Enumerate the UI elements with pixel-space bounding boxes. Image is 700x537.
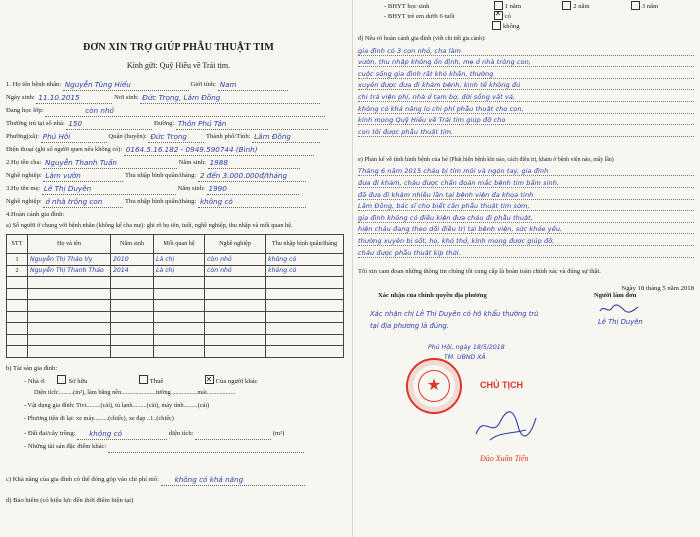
table-cell[interactable]: còn nhỏ <box>205 254 266 266</box>
handwritten-text: xuyên được đưa đi khám bệnh, kinh tế không đủ <box>358 81 521 90</box>
column-divider <box>352 0 353 537</box>
handwritten-text: không có khả năng lo chi phí phẫu thuật cho con, <box>358 104 524 113</box>
mother-name-field[interactable]: Lê Thị Duyên <box>42 184 176 195</box>
commitment-text: Tôi xin cam đoan những thông tin chúng tôi cung cấp là hoàn toàn chính xác và đúng sự thật. <box>358 267 601 275</box>
star-icon: ★ <box>418 370 450 402</box>
table-cell[interactable] <box>7 311 28 323</box>
contribution-field[interactable]: không có khả năng <box>161 475 305 486</box>
school-row: Đang học lớp: còn nhỏ <box>6 104 351 117</box>
father-name-field[interactable]: Nguyễn Thanh Tuấn <box>43 158 177 169</box>
ward-row: Phường(xã): Phú Hội Quận (huyện): Đức Trọng Thành phố/Tỉnh: Lâm Đồng <box>6 130 351 143</box>
assets-heading: b) Tài sản gia đình: <box>6 364 58 372</box>
table-row <box>7 334 344 346</box>
table-cell[interactable] <box>154 288 205 300</box>
table-cell[interactable] <box>266 277 344 289</box>
table-cell[interactable]: Là chị <box>154 254 205 266</box>
confirmation-text-2: tại địa phương là đúng. <box>370 321 449 330</box>
handwritten-text: cháu được phẫu thuật kịp thời. <box>358 248 461 257</box>
table-cell[interactable] <box>266 300 344 312</box>
table-row <box>7 311 344 323</box>
mother-job-field[interactable]: ở nhà trông con <box>43 197 123 208</box>
land-field[interactable]: không có <box>77 429 167 440</box>
table-cell[interactable]: 2010 <box>111 254 154 266</box>
col-job: Nghề nghiệp <box>205 235 266 254</box>
col-name: Họ và tên <box>28 235 111 254</box>
ward-field[interactable]: Phú Hội <box>41 132 107 143</box>
table-cell[interactable] <box>7 288 28 300</box>
handwritten-line[interactable] <box>358 234 694 246</box>
handwritten-line[interactable] <box>358 90 694 102</box>
patient-sex-field[interactable]: Nam <box>218 80 288 91</box>
table-cell[interactable] <box>205 346 266 358</box>
house-area-row: Diện tích:.........(m²), làm bằng nền......................tường.................mái.................. <box>34 388 236 396</box>
handwritten-line[interactable] <box>358 114 694 126</box>
handwritten-line[interactable] <box>358 165 694 177</box>
right-column <box>358 2 694 534</box>
housing-row: - Nhà ở: Sở hữu Thuê ✕ Của người khác <box>6 375 351 388</box>
table-cell[interactable] <box>266 288 344 300</box>
table-cell[interactable] <box>28 288 111 300</box>
handwritten-line[interactable] <box>358 223 694 235</box>
mother-name-row: 3.Họ tên mẹ: Lê Thị Duyên Năm sinh: 1990 <box>6 182 351 195</box>
handwritten-line[interactable] <box>358 125 694 137</box>
table-cell[interactable] <box>154 323 205 335</box>
handwritten-line[interactable] <box>358 176 694 188</box>
housing-own-checkbox[interactable] <box>57 375 66 384</box>
chairman-title: CHỦ TỊCH <box>480 379 523 390</box>
table-cell[interactable] <box>205 288 266 300</box>
table-cell[interactable] <box>154 277 205 289</box>
table-row <box>7 288 344 300</box>
handwritten-line[interactable] <box>358 44 694 56</box>
father-job-row: Nghề nghiệp: Làm vườn Thu nhập bình quân/tháng: 2 đến 3.000.000đ/tháng <box>6 169 351 182</box>
handwritten-line[interactable] <box>358 246 694 258</box>
applicant-signature-name: Lê Thị Duyên <box>598 317 643 326</box>
handwritten-line[interactable] <box>358 67 694 79</box>
patient-name-row: 1. Họ tên bệnh nhân: Nguyễn Tùng Hiếu Giới tính: Nam <box>6 78 351 91</box>
local-confirmation-label: Xác nhận của chính quyền địa phương <box>378 291 487 299</box>
confirmation-place-date: Phú Hội, ngày 18/5/2018 <box>428 343 505 351</box>
vehicles-row: - Phương tiện đi lại: xe máy.........(chiếc), xe đạp ..1..(chiếc) <box>24 414 174 422</box>
left-column <box>6 4 351 534</box>
handwritten-text: chi trả viện phí, nhà ở tạm bợ, đời sống vất vả, <box>358 93 516 102</box>
province-field[interactable]: Lâm Đồng <box>252 132 320 143</box>
bhyt-no-checkbox[interactable] <box>492 21 501 30</box>
table-cell[interactable]: không có <box>266 254 344 266</box>
father-yob-field[interactable]: 1988 <box>208 158 300 169</box>
table-cell[interactable] <box>205 323 266 335</box>
bhyt-3-years-checkbox[interactable] <box>631 1 640 10</box>
handwritten-line[interactable] <box>358 102 694 114</box>
bhyt-under6-row: - BHYT trẻ em dưới 6 tuổi ✕ có <box>384 12 694 22</box>
chairman-name: Đào Xuân Tiến <box>480 453 529 463</box>
confirmation-ubnd: TM. UBND XÃ <box>444 353 486 361</box>
household-members-note: a) Số người ở chung với bệnh nhân (không kể cha mẹ): ghi rõ họ tên, tuổi, nghề nghiệp, thu nhập và mối quan hệ. <box>6 222 293 229</box>
disease-heading-row: e) Phản kể về tình hình bệnh của bé (Phát hiện bệnh khi nào, cách điều trị, khám ở bệnh viện nào, mấy lần) <box>358 155 614 163</box>
signature-block <box>358 292 694 467</box>
chairman-signature-mark <box>470 404 540 444</box>
handwritten-text: đã đưa đi khám nhiều lần tại bệnh viện đa khoa tỉnh <box>358 190 534 199</box>
father-income-field[interactable]: 2 đến 3.000.000đ/tháng <box>198 171 306 182</box>
housing-relative-checkbox[interactable] <box>205 375 214 384</box>
father-job-field[interactable]: Làm vườn <box>43 171 123 182</box>
table-cell[interactable] <box>111 311 154 323</box>
father-name-row: 2.Họ tên cha: Nguyễn Thanh Tuấn Năm sinh: 1988 <box>6 156 351 169</box>
table-cell[interactable] <box>111 288 154 300</box>
col-income: Thu nhập bình quân/tháng <box>266 235 344 254</box>
table-cell[interactable] <box>7 346 28 358</box>
insurance-heading: d) Bảo hiểm (có hiệu lực đến thời điểm hiện tại) <box>6 496 134 504</box>
table-cell[interactable] <box>205 300 266 312</box>
table-cell[interactable]: 2014 <box>111 265 154 277</box>
mother-yob-field[interactable]: 1990 <box>207 184 299 195</box>
table-cell[interactable] <box>28 346 111 358</box>
table-cell[interactable] <box>154 334 205 346</box>
table-cell[interactable]: Nguyễn Thị Thanh Thảo <box>28 265 111 277</box>
table-row <box>7 265 344 277</box>
table-cell[interactable] <box>266 346 344 358</box>
table-cell[interactable]: Là chị <box>154 265 205 277</box>
situation-lines <box>358 44 694 137</box>
dob-row: Ngày sinh: 11.10.2015 Nơi sinh: Đức Trọng, Lâm Đồng <box>6 91 351 104</box>
address-row: Thường trú tại số nhà: 150 Đường: Thôn Phú Tân <box>6 117 351 130</box>
handwritten-text: thường xuyên bị sốt, ho, khó thở, kính mong được giúp đỡ, <box>358 236 555 245</box>
mother-income-field[interactable]: không có <box>198 197 306 208</box>
table-row <box>7 300 344 312</box>
col-relation: Mối quan hệ <box>154 235 205 254</box>
handwritten-text: cuộc sống gia đình rất khó khăn, thường <box>358 69 494 78</box>
patient-name-field[interactable]: Nguyễn Tùng Hiếu <box>63 80 189 91</box>
table-cell[interactable] <box>111 277 154 289</box>
table-cell[interactable] <box>7 323 28 335</box>
street-field[interactable]: Thôn Phú Tân <box>176 119 328 130</box>
signing-date: Ngày 18 tháng 5 năm 2018 <box>621 284 694 292</box>
handwritten-text: vườn, thu nhập không ổn định, mẹ ở nhà trông con, <box>358 58 531 67</box>
handwritten-text: gia đình không có điều kiện đưa cháu đi phẫu thuật, <box>358 213 533 222</box>
handwritten-line[interactable] <box>358 200 694 212</box>
other-assets-field[interactable] <box>108 442 304 453</box>
table-row <box>7 346 344 358</box>
handwritten-line[interactable] <box>358 188 694 200</box>
applicant-label: Người làm đơn <box>594 291 637 299</box>
table-cell[interactable] <box>111 300 154 312</box>
contribution-row: c) Khả năng của gia đình có thể đóng góp vào chi phí mổ: không có khả năng <box>6 473 351 486</box>
form-title: ĐƠN XIN TRỢ GIÚP PHẪU THUẬT TIM <box>82 42 275 53</box>
bhyt-student-row: - BHYT học sinh 1 năm 2 năm 3 năm <box>384 2 694 12</box>
table-cell[interactable] <box>28 323 111 335</box>
situation-heading-row: đ) Nêu rõ hoàn cảnh gia đình (viết chi tiết gia cảnh): <box>358 35 486 43</box>
table-cell[interactable]: còn nhỏ <box>205 265 266 277</box>
table-cell[interactable] <box>205 311 266 323</box>
table-cell[interactable]: 1 <box>7 254 28 266</box>
col-stt: STT <box>7 235 28 254</box>
handwritten-text: Lâm Đồng, bác sĩ cho biết cần phẫu thuật tim sớm, <box>358 202 530 211</box>
table-cell[interactable] <box>111 323 154 335</box>
table-cell[interactable] <box>205 277 266 289</box>
table-cell[interactable] <box>28 311 111 323</box>
table-cell[interactable]: 2 <box>7 265 28 277</box>
official-red-stamp <box>406 358 462 414</box>
form-greeting: Kính gửi: Quỹ Hiếu về Trái tim. <box>126 61 231 70</box>
table-cell[interactable] <box>154 311 205 323</box>
house-number-field[interactable]: 150 <box>66 119 152 130</box>
bhyt-no-row: không <box>492 22 694 32</box>
school-field[interactable]: còn nhỏ <box>45 106 325 117</box>
table-cell[interactable] <box>266 323 344 335</box>
table-cell[interactable] <box>266 334 344 346</box>
table-cell[interactable] <box>7 300 28 312</box>
land-area-field[interactable] <box>195 429 271 440</box>
handwritten-text: Tháng 6 năm 2015 cháu bị tím môi và ngón tay, gia đình <box>358 167 549 176</box>
col-yob: Năm sinh <box>111 235 154 254</box>
household-table-header <box>7 235 344 254</box>
table-cell[interactable] <box>154 300 205 312</box>
handwritten-text: kính mong Quỹ Hiếu về Trái tim giúp đỡ cho <box>358 116 506 125</box>
confirmation-text-1: Xác nhận chị Lê Thị Duyên có hộ khẩu thường trú <box>370 309 539 318</box>
family-situation-heading: 4.Hoàn cảnh gia đình: <box>6 211 65 218</box>
table-cell[interactable] <box>7 334 28 346</box>
district-field[interactable]: Đức Trọng <box>148 132 204 143</box>
phone-field[interactable]: 0164.5.16.182 - 0949.590744 (Bình) <box>124 145 314 156</box>
pob-field[interactable]: Đức Trọng, Lâm Đồng <box>140 93 320 104</box>
table-cell[interactable] <box>205 334 266 346</box>
table-cell[interactable]: không có <box>266 265 344 277</box>
table-cell[interactable] <box>154 346 205 358</box>
household-goods-row: - Vật dụng gia đình: Tivi.........(cái), tủ lạnh.........(cái), máy tính.........(cái) <box>24 401 210 409</box>
other-assets-row: - Những tài sản đặc điểm khác: <box>6 440 351 453</box>
table-cell[interactable] <box>28 300 111 312</box>
table-cell[interactable] <box>266 311 344 323</box>
table-cell[interactable] <box>7 277 28 289</box>
table-row <box>7 254 344 266</box>
land-row: - Đất đai/cây trồng: không có diện tích: (m²) <box>24 428 285 438</box>
table-row <box>7 277 344 289</box>
applicant-signature-mark <box>598 302 648 316</box>
mother-job-row: Nghề nghiệp: ở nhà trông con Thu nhập bình quân/tháng: không có <box>6 195 351 208</box>
handwritten-line[interactable] <box>358 79 694 91</box>
handwritten-line[interactable] <box>358 56 694 68</box>
table-cell[interactable] <box>28 334 111 346</box>
handwritten-text: đưa đi khám, cháu được chẩn đoán mắc bệnh tim bẩm sinh, <box>358 178 560 187</box>
table-cell[interactable]: Nguyễn Thị Thảo Vy <box>28 254 111 266</box>
bhyt-yes-checkbox[interactable] <box>494 11 503 20</box>
dob-field[interactable]: 11.10.2015 <box>36 93 112 104</box>
handwritten-text: gia đình có 3 con nhỏ, cha làm <box>358 46 461 55</box>
bhyt-2-years-checkbox[interactable] <box>562 1 571 10</box>
phone-row: Điện thoại (ghi số người quen nếu không có): 0164.5.16.182 - 0949.590744 (Bình) <box>6 143 351 156</box>
housing-rent-checkbox[interactable] <box>139 375 148 384</box>
disease-lines <box>358 165 694 258</box>
table-cell[interactable] <box>28 277 111 289</box>
handwritten-text: con tôi được phẫu thuật tim. <box>358 127 454 136</box>
table-cell[interactable] <box>111 334 154 346</box>
household-members-table <box>6 234 344 358</box>
handwritten-text: hiện cháu đang theo dõi điều trị tại bệnh viện, sức khỏe yếu, <box>358 225 563 234</box>
handwritten-line[interactable] <box>358 211 694 223</box>
table-row <box>7 323 344 335</box>
table-cell[interactable] <box>111 346 154 358</box>
